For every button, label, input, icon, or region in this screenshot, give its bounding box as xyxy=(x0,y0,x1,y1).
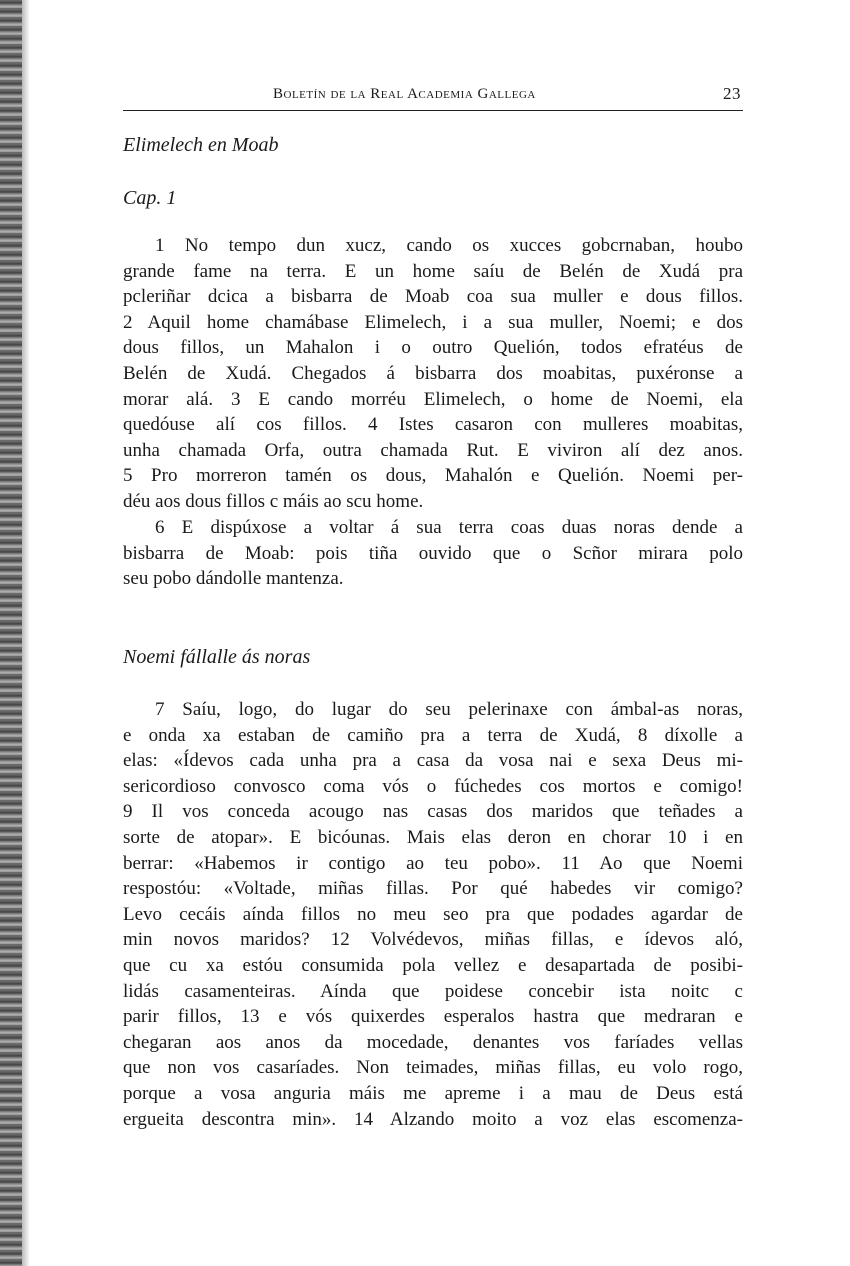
text-line: Levo cecáis aínda fillos no meu seo pra que podades agardar de xyxy=(123,903,743,925)
section-title: Elimelech en Moab xyxy=(123,134,279,156)
text-line: sericordioso convosco coma vós o fúchedes cos mortos e comigo! xyxy=(123,775,743,797)
page-number: 23 xyxy=(723,84,741,103)
text-line: unha chamada Orfa, outra chamada Rut. E viviron alí dez anos. xyxy=(123,439,743,461)
text-line: pcleriñar dcica a bisbarra de Moab coa sua muller e dous fillos. xyxy=(123,286,743,308)
text-line: seu pobo dándolle mantenza. xyxy=(123,568,344,590)
text-line: e onda xa estaban de camiño pra a terra de Xudá, 8 díxolle a xyxy=(123,724,743,746)
text-line: Belén de Xudá. Chegados á bisbarra dos moabitas, puxéronse a xyxy=(123,362,743,384)
text-line: ergueita descontra min». 14 Alzando moito a voz elas escomenza- xyxy=(123,1108,743,1130)
header-rule xyxy=(123,110,743,111)
text-line: sorte de atopar». E bicóunas. Mais elas deron en chorar 10 i en xyxy=(123,826,743,848)
text-line: parir fillos, 13 e vós quixerdes esperalos hastra que medraran e xyxy=(123,1006,743,1028)
scan-edge xyxy=(0,0,22,1266)
scan-edge-shadow xyxy=(22,0,30,1266)
text-line: lidás casamenteiras. Aínda que poidese concebir ista noitc c xyxy=(123,980,743,1002)
text-line: déu aos dous fillos c máis ao scu home. xyxy=(123,490,424,512)
text-line: 5 Pro morreron tamén os dous, Mahalón e Quelión. Noemi per- xyxy=(123,465,743,487)
text-line: 2 Aquil home chamábase Elimelech, i a sua muller, Noemi; e dos xyxy=(123,311,743,333)
paragraph-6 xyxy=(123,515,743,592)
text-line: que cu xa estóu consumida pola vellez e desapartada de posibi- xyxy=(123,954,743,976)
text-line: porque a vosa anguria máis me apreme i a mau de Deus está xyxy=(123,1082,743,1104)
text-line: dous fillos, un Mahalon i o outro Quelión, todos efratéus de xyxy=(123,337,743,359)
chapter-label: Cap. 1 xyxy=(123,187,177,209)
text-line: morar alá. 3 E cando morréu Elimelech, o home de Noemi, ela xyxy=(123,388,743,410)
text-line: grande fame na terra. E un home saíu de Belén de Xudá pra xyxy=(123,260,743,282)
paragraph-7 xyxy=(123,697,743,1132)
text-line: 9 Il vos conceda acougo nas casas dos maridos que teñades a xyxy=(123,801,743,823)
text-line: respostóu: «Voltade, miñas fillas. Por qué habedes vir comigo? xyxy=(123,878,743,900)
text-line: elas: «Ídevos cada unha pra a casa da vosa nai e sexa Deus mi- xyxy=(123,750,743,772)
text-line: chegaran aos anos da mocedade, denantes vos faríades vellas xyxy=(123,1031,743,1053)
text-line: quedóuse alí cos fillos. 4 Istes casaron con mulleres moabitas, xyxy=(123,414,743,436)
text-line: 1 No tempo dun xucz, cando os xucces gobcrnaban, houbo xyxy=(155,235,743,256)
paragraph-1 xyxy=(123,233,743,515)
text-line: min novos maridos? 12 Volvédevos, miñas fillas, e ídevos aló, xyxy=(123,929,743,951)
text-line: bisbarra de Moab: pois tiña ouvido que o Scñor mirara polo xyxy=(123,542,743,564)
journal-title: Boletín de la Real Academia Gallega xyxy=(273,86,536,102)
running-header xyxy=(123,84,743,108)
text-line: 6 E dispúxose a voltar á sua terra coas duas noras dende a xyxy=(155,517,743,538)
text-line: que non vos casaríades. Non teimades, miñas fillas, eu volo rogo, xyxy=(123,1057,743,1079)
text-line: 7 Saíu, logo, do lugar do seu pelerinaxe con ámbal-as noras, xyxy=(155,699,743,720)
text-line: berrar: «Habemos ir contigo ao teu pobo». 11 Ao que Noemi xyxy=(123,852,743,874)
section-title: Noemi fállalle ás noras xyxy=(123,646,311,668)
